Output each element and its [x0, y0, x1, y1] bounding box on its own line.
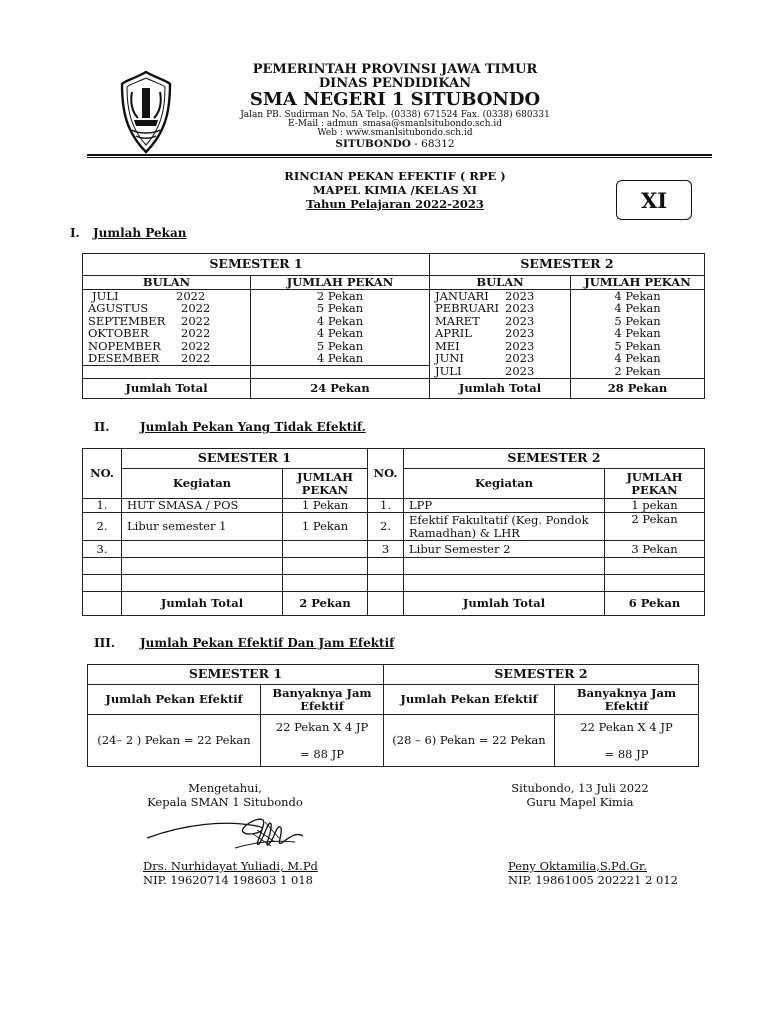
t2-col-kegiatan: Kegiatan — [122, 469, 283, 499]
t1-month: OKTOBER — [88, 326, 149, 340]
t1-row — [430, 302, 571, 315]
t2-col-kegiatan: Kegiatan — [404, 469, 605, 499]
school-city: SITUBONDO — [335, 138, 411, 150]
header-divider-thin — [87, 157, 712, 158]
t1-year: 2022 — [181, 351, 211, 365]
t2-empty-cell — [122, 575, 283, 592]
t3-sem2-calc: (28 – 6) Pekan = 22 Pekan — [384, 715, 555, 767]
t2-empty-cell — [368, 575, 404, 592]
t2-empty-cell — [404, 575, 605, 592]
t2-kegiatan: Efektif Fakultatif (Keg. Pondok Ramadhan) & LHR — [404, 513, 605, 541]
t1-weeks: 2 Pekan — [571, 365, 705, 378]
t3-sem2-jam — [555, 715, 699, 767]
t3-sem1-header: SEMESTER 1 — [88, 665, 384, 685]
t2-jumlah: 1 pekan — [605, 499, 705, 513]
t1-sem1-total: 24 Pekan — [251, 378, 430, 398]
t2-col-jumlah-l1: JUMLAH — [296, 470, 354, 484]
t2-no: 1. — [83, 499, 122, 513]
t3-col-pekan: Jumlah Pekan Efektif — [384, 685, 555, 715]
school-name: SMA NEGERI 1 SITUBONDO — [249, 89, 541, 110]
t2-col-jumlah-l2: PEKAN — [631, 482, 678, 497]
t2-empty-cell — [605, 575, 705, 592]
section2-heading: Jumlah Pekan Yang Tidak Efektif. — [140, 420, 366, 434]
t1-month: JULI — [435, 364, 462, 378]
sign-right-line2: Guru Mapel Kimia — [526, 795, 634, 809]
section2-number: II. — [94, 420, 110, 434]
t2-total-label: Jumlah Total — [122, 592, 283, 616]
t1-empty-cell — [83, 365, 251, 378]
t1-month: APRIL — [435, 326, 472, 340]
t3-col-jam-l1: Banyaknya Jam — [272, 686, 372, 700]
t2-sem1-total: 2 Pekan — [283, 592, 368, 616]
sign-left-line1: Mengetahui, — [188, 781, 262, 795]
section3-heading: Jumlah Pekan Efektif Dan Jam Efektif — [140, 636, 395, 650]
t2-sem2-header: SEMESTER 2 — [404, 449, 705, 469]
t3-col-jam-l2: Efektif — [300, 698, 344, 713]
t1-weeks: 5 Pekan — [571, 340, 705, 353]
t2-empty-cell — [368, 558, 404, 575]
section1-number: I. — [70, 226, 80, 240]
class-badge: XI — [616, 180, 692, 220]
school-crest-logo — [118, 70, 174, 154]
t1-year: 2022 — [181, 301, 211, 315]
t3-sem2-jam-l2: = 88 JP — [604, 746, 649, 761]
t2-empty-cell — [283, 558, 368, 575]
t3-sem1-jam-l1: 22 Pekan X 4 JP — [275, 720, 369, 734]
header-line1: PEMERINTAH PROVINSI JAWA TIMUR — [252, 62, 538, 77]
principal-nip: NIP. 19620714 198603 1 018 — [143, 873, 313, 887]
t2-col-jumlah-l2: PEKAN — [301, 482, 349, 497]
section3-number: III. — [94, 636, 116, 650]
t1-weeks: 4 Pekan — [571, 327, 705, 340]
t2-empty-cell — [83, 575, 122, 592]
t2-jumlah: 2 Pekan — [605, 513, 705, 541]
t2-empty-cell — [122, 558, 283, 575]
t2-kegiatan: Libur Semester 2 — [404, 541, 605, 558]
t3-col-jam — [261, 685, 384, 715]
t2-empty-cell — [83, 558, 122, 575]
t1-total-label: Jumlah Total — [83, 378, 251, 398]
t1-weeks: 4 Pekan — [251, 327, 430, 340]
t1-row — [430, 365, 571, 378]
doc-title-line2: MAPEL KIMIA /KELAS XI — [312, 183, 478, 197]
t2-jumlah — [283, 541, 368, 558]
t2-no-header: NO. — [83, 449, 122, 499]
t1-month: SEPTEMBER — [88, 313, 166, 328]
t1-month: MEI — [435, 338, 460, 353]
t1-weeks: 2 Pekan — [251, 289, 430, 302]
t1-row — [83, 327, 251, 340]
t2-jumlah: 1 Pekan — [283, 499, 368, 513]
t1-year: 2023 — [505, 351, 535, 366]
t3-col-pekan: Jumlah Pekan Efektif — [88, 685, 261, 715]
t1-month: NOPEMBER — [88, 338, 161, 353]
t1-month: JANUARI — [435, 288, 489, 303]
t2-jumlah: 1 Pekan — [283, 513, 368, 541]
school-city-line — [200, 138, 590, 150]
jumlah-pekan-table — [82, 253, 705, 399]
t1-weeks: 5 Pekan — [251, 340, 430, 353]
t1-year: 2022 — [181, 338, 211, 353]
t1-row — [83, 352, 251, 365]
t1-year: 2023 — [505, 364, 535, 378]
t2-no: 1. — [368, 499, 404, 513]
t1-month: MARET — [435, 313, 480, 328]
t2-total-label: Jumlah Total — [404, 592, 605, 616]
principal-name: Drs. Nurhidayat Yuliadi, M.Pd — [143, 859, 318, 873]
teacher-name: Peny Oktamilia,S.Pd.Gr. — [508, 859, 647, 873]
t3-sem2-header: SEMESTER 2 — [384, 665, 699, 685]
t2-kegiatan — [122, 541, 283, 558]
t1-weeks: 4 Pekan — [251, 352, 430, 365]
t3-sem2-jam-l1: 22 Pekan X 4 JP — [580, 720, 673, 734]
t1-col-bulan1: BULAN — [83, 276, 251, 290]
t1-year: 2023 — [505, 338, 535, 353]
t3-col-jam-l1: Banyaknya Jam — [576, 686, 677, 700]
t3-sem1-jam-l2: = 88 JP — [300, 746, 344, 761]
t2-no: 2. — [83, 513, 122, 541]
sign-right-line1: Situbondo, 13 Juli 2022 — [511, 781, 649, 795]
t1-sem2-total: 28 Pekan — [571, 378, 705, 398]
doc-title-line1: RINCIAN PEKAN EFEKTIF ( RPE ) — [284, 169, 506, 183]
t1-col-jumlah2: JUMLAH PEKAN — [571, 276, 705, 290]
t1-year: 2023 — [505, 288, 535, 303]
t2-jumlah: 3 Pekan — [605, 541, 705, 558]
t2-empty-cell — [283, 575, 368, 592]
principal-signature — [145, 812, 325, 862]
t1-empty-cell — [251, 365, 430, 378]
t2-kegiatan: LPP — [404, 499, 605, 513]
doc-title-line3: Tahun Pelajaran 2022-2023 — [306, 197, 484, 211]
t1-weeks: 4 Pekan — [571, 289, 705, 302]
t1-month: JUNI — [435, 351, 464, 366]
t1-row — [83, 302, 251, 315]
school-postal: - 68312 — [414, 138, 455, 150]
t2-sem2-total: 6 Pekan — [605, 592, 705, 616]
t2-empty-cell — [368, 592, 404, 616]
t3-sem1-calc: (24– 2 ) Pekan = 22 Pekan — [88, 715, 261, 767]
t1-sem1-header: SEMESTER 1 — [83, 254, 430, 276]
t1-weeks: 4 Pekan — [251, 315, 430, 328]
t1-year: 2023 — [505, 313, 535, 328]
t2-col-jumlah — [283, 469, 368, 499]
t1-col-bulan2: BULAN — [430, 276, 571, 290]
t3-sem1-jam — [261, 715, 384, 767]
t2-no: 3. — [83, 541, 122, 558]
t2-no-header: NO. — [368, 449, 404, 499]
t1-col-jumlah1: JUMLAH PEKAN — [251, 276, 430, 290]
teacher-nip: NIP. 19861005 202221 2 012 — [508, 873, 678, 887]
t1-year: 2022 — [181, 326, 211, 340]
t1-year: 2023 — [505, 326, 535, 340]
t2-col-jumlah — [605, 469, 705, 499]
t1-sem2-header: SEMESTER 2 — [430, 254, 705, 276]
t1-weeks: 4 Pekan — [571, 352, 705, 365]
t2-no: 2. — [368, 513, 404, 541]
t1-weeks: 5 Pekan — [251, 302, 430, 315]
school-email: E-Mail : admun_smasa@smanlsitubondo.sch.id — [287, 119, 503, 129]
t1-month: AGUSTUS — [88, 301, 149, 315]
sign-left-line2: Kepala SMAN 1 Situbondo — [147, 795, 303, 809]
t2-kegiatan: Libur semester 1 — [122, 513, 283, 541]
t2-no: 3 — [368, 541, 404, 558]
header-divider — [87, 154, 712, 156]
t1-year: 2022 — [176, 288, 206, 303]
t1-month: PEBRUARI — [435, 301, 500, 315]
t2-empty-cell — [83, 592, 122, 616]
t1-month: JULI — [92, 288, 119, 303]
t1-row — [430, 340, 571, 353]
t1-month: DESEMBER — [88, 351, 160, 365]
t2-col-jumlah-l1: JUMLAH — [626, 470, 683, 484]
school-address: Jalan PB. Sudirman No. 5A Telp. (0338) 671524 Fax. (0338) 680331 — [240, 110, 550, 120]
pekan-jam-efektif-table — [87, 664, 699, 767]
t1-year: 2022 — [181, 313, 211, 328]
t2-empty-cell — [404, 558, 605, 575]
t3-col-jam — [555, 685, 699, 715]
t1-row — [430, 327, 571, 340]
t2-empty-cell — [605, 558, 705, 575]
t1-total-label: Jumlah Total — [430, 378, 571, 398]
t1-weeks: 5 Pekan — [571, 315, 705, 328]
section1-heading: Jumlah Pekan — [93, 226, 187, 240]
t3-col-jam-l2: Efektif — [604, 698, 649, 713]
school-web: Web : www.smanlsitubondo.sch.id — [317, 128, 473, 138]
header-line2: DINAS PENDIDIKAN — [318, 76, 472, 91]
pekan-tidak-efektif-table — [82, 448, 705, 616]
t2-kegiatan: HUT SMASA / POS — [122, 499, 283, 513]
t1-weeks: 4 Pekan — [571, 302, 705, 315]
t1-year: 2023 — [505, 301, 535, 315]
t2-sem1-header: SEMESTER 1 — [122, 449, 368, 469]
